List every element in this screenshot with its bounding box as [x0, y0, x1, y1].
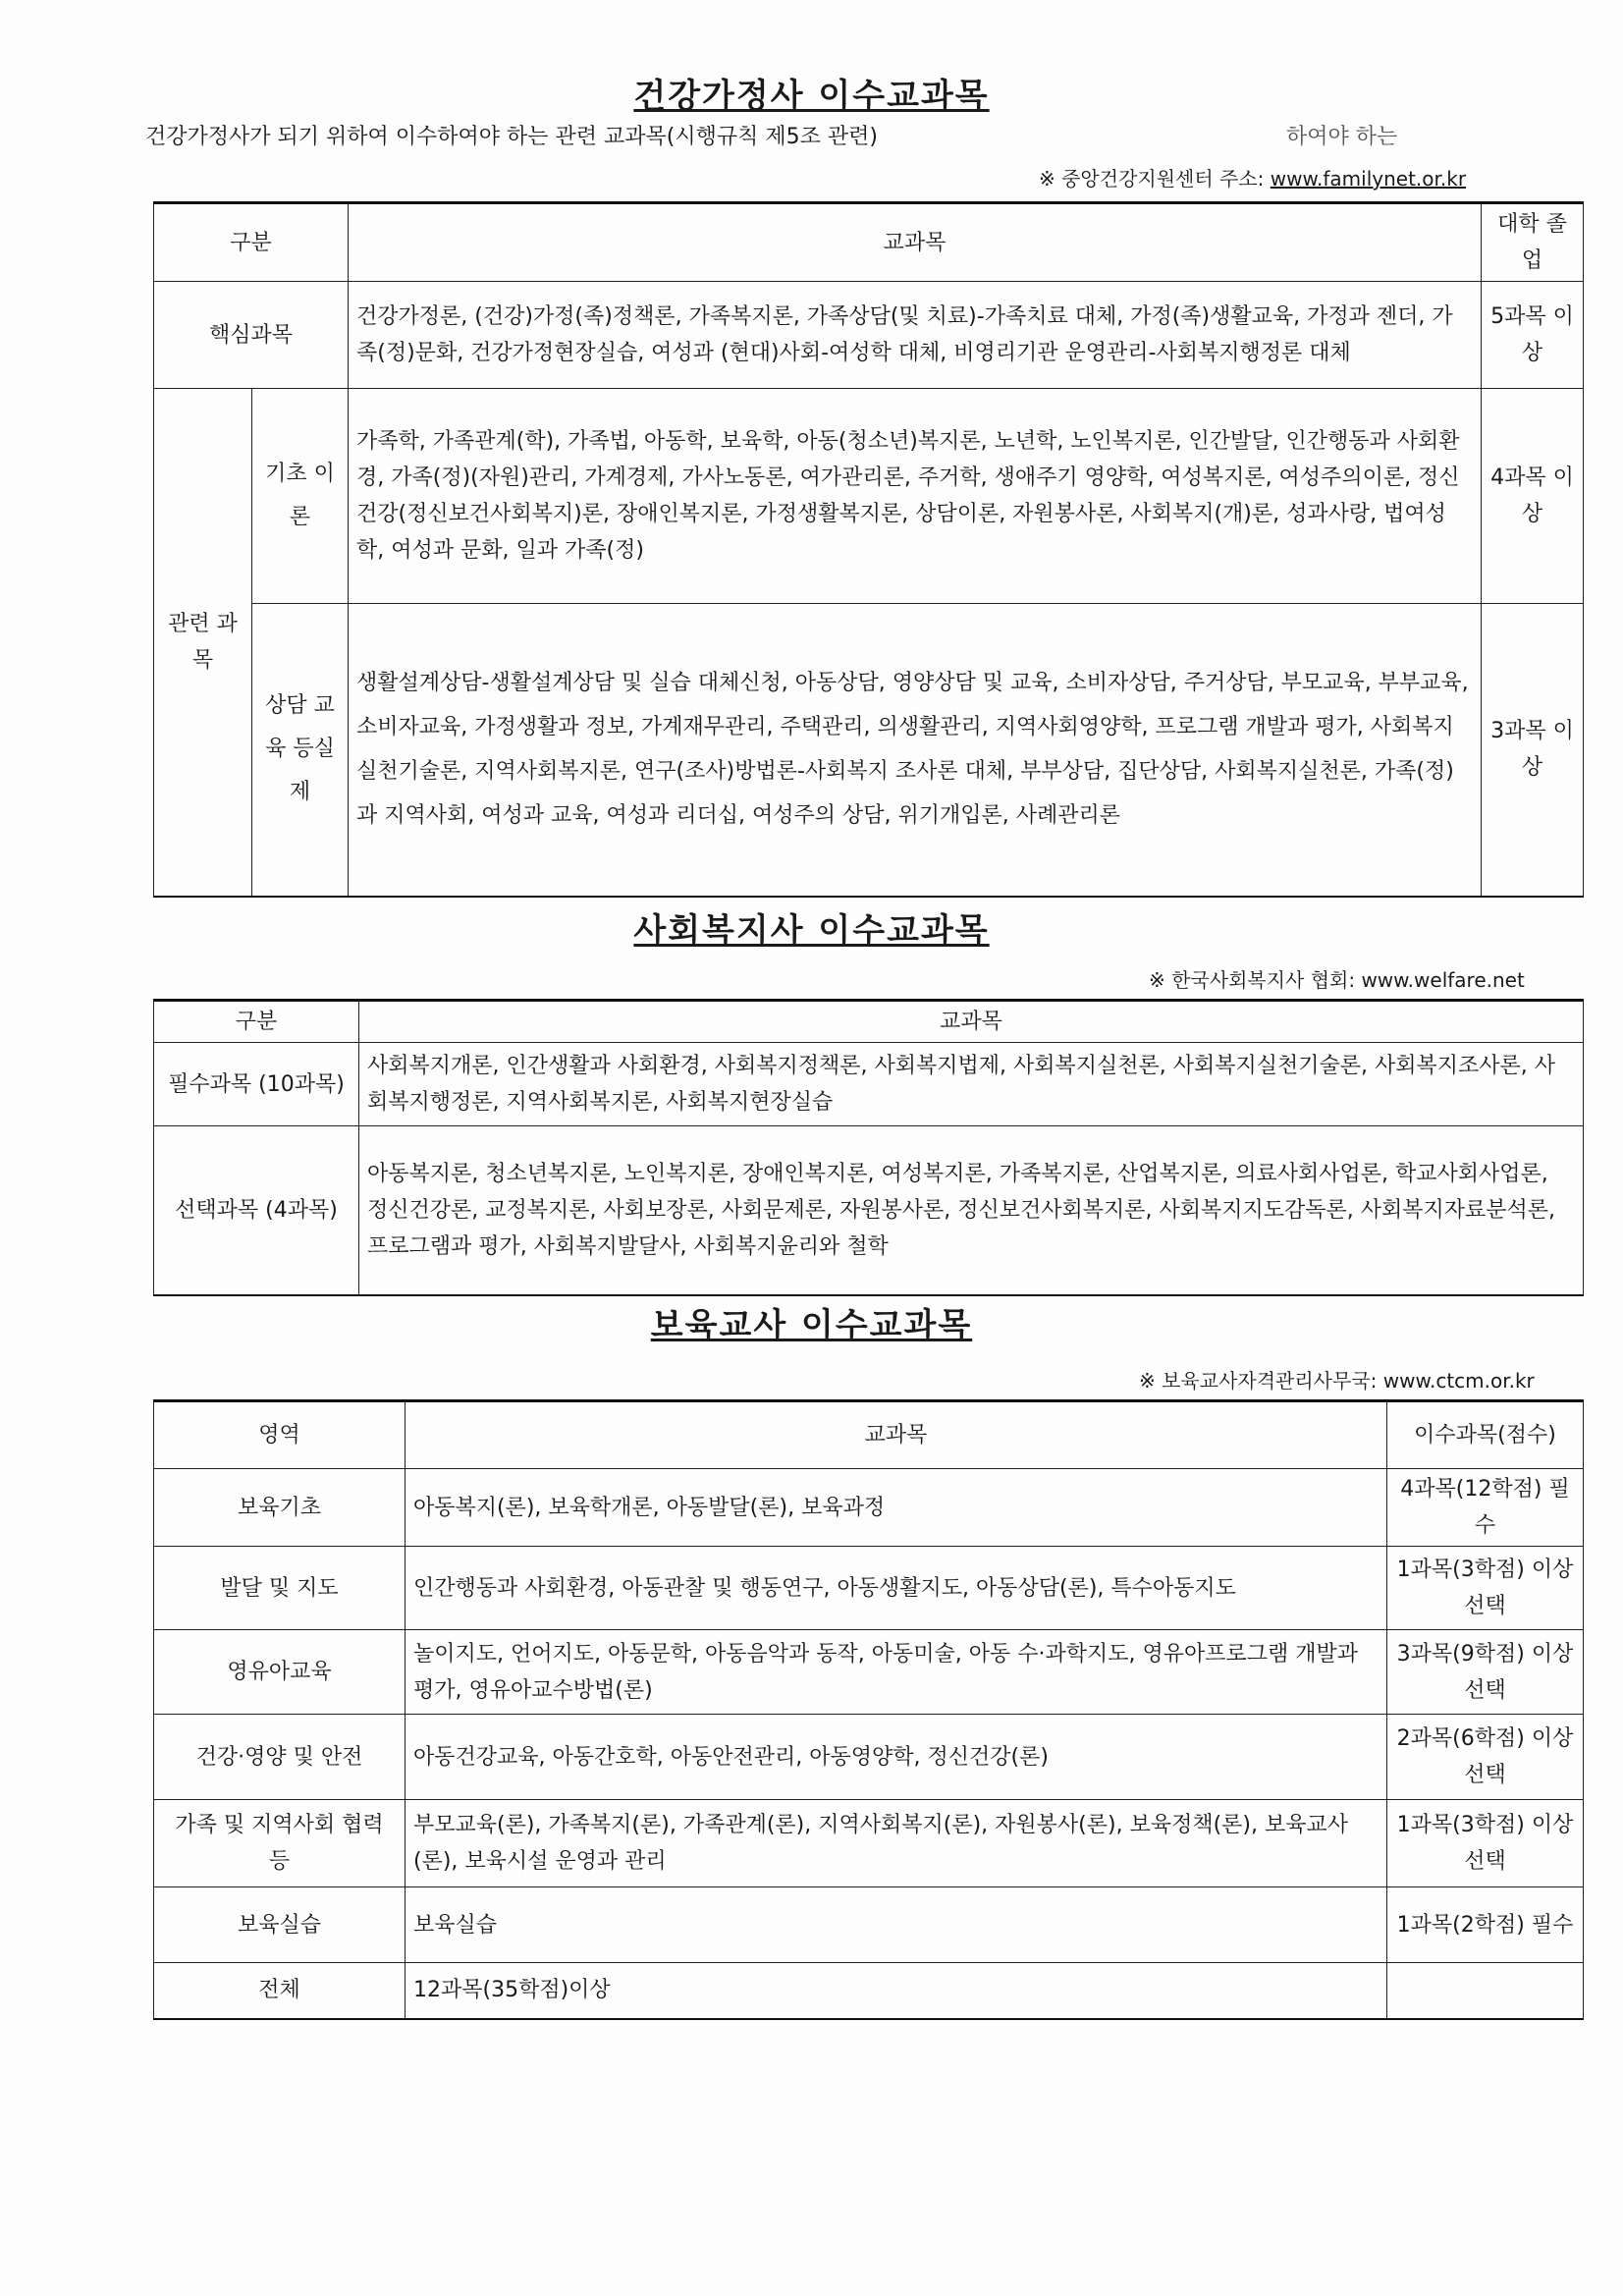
table-row	[154, 1547, 1584, 1630]
section2-source: ※ 한국사회복지사 협회: www.welfare.net	[1149, 968, 1525, 992]
source-url[interactable]: www.familynet.or.kr	[1270, 167, 1467, 191]
row-label: 필수과목 (10과목)	[154, 1043, 359, 1126]
section1-intro: 건강가정사가 되기 위하여 이수하여야 하는 관련 교과목(시행규칙 제5조 관련)	[145, 125, 878, 149]
row-courses: 가족학, 가족관계(학), 가족법, 아동학, 보육학, 아동(청소년)복지론, 노년학, 노인복지론, 인간발달, 인간행동과 사회환경, 가족(정)(자원)관리, 가계경제, 가사노동론, 여가관리론, 주거학, 생애주기 영양학, 여성복지론, 여성주의이론, 정신건강(정신보건사회복지)론, 장애인복지론, 가정생활복지론, 상담이론, 자원봉사론, 사회복지(개)론, 성과사랑, 법여성학, 여성과 문화, 일과 가족(정)	[349, 389, 1482, 604]
row-requirement: 3과목(9학점) 이상 선택	[1387, 1630, 1584, 1715]
row-area: 건강·영양 및 안전	[154, 1715, 406, 1800]
row-requirement: 3과목 이상	[1482, 604, 1584, 897]
table-row	[154, 1800, 1584, 1887]
row-courses: 사회복지개론, 인간생활과 사회환경, 사회복지정책론, 사회복지법제, 사회복지실천론, 사회복지실천기술론, 사회복지조사론, 사회복지행정론, 지역사회복지론, 사회복지현장실습	[359, 1043, 1584, 1126]
source-label: ※ 중앙건강지원센터 주소:	[1039, 167, 1265, 191]
table-row	[154, 1043, 1584, 1126]
row-requirement: 1과목(3학점) 이상 선택	[1387, 1547, 1584, 1630]
related-label: 관련 과목	[154, 389, 252, 897]
header-requirement: 대학 졸업	[1482, 203, 1584, 282]
row-label: 기초 이론	[252, 389, 349, 604]
header-category: 구분	[154, 203, 349, 282]
childcare-teacher-table	[153, 1399, 1584, 2020]
section3-title: 보육교사 이수교과목	[650, 1306, 973, 1345]
section2-title: 사회복지사 이수교과목	[633, 911, 990, 951]
row-area: 전체	[154, 1963, 406, 2019]
header-area: 영역	[154, 1401, 406, 1469]
row-courses: 아동건강교육, 아동간호학, 아동안전관리, 아동영양학, 정신건강(론)	[406, 1715, 1387, 1800]
header-courses: 교과목	[406, 1401, 1387, 1469]
row-label: 선택과목 (4과목)	[154, 1126, 359, 1295]
row-courses: 생활설계상담-생활설계상담 및 실습 대체신청, 아동상담, 영양상담 및 교육, 소비자상담, 주거상담, 부모교육, 부부교육, 소비자교육, 가정생활과 정보, 가계재무관리, 주택관리, 의생활관리, 지역사회영양학, 프로그램 개발과 평가, 사회복지실천기술론, 지역사회복지론, 연구(조사)방법론-사회복지 조사론 대체, 부부상담, 집단상담, 사회복지실천론, 가족(정)과 지역사회, 여성과 교육, 여성과 리더십, 여성주의 상담, 위기개입론, 사례관리론	[349, 604, 1482, 897]
row-courses: 12과목(35학점)이상	[406, 1963, 1387, 2019]
row-courses: 건강가정론, (건강)가정(족)정책론, 가족복지론, 가족상담(및 치료)-가족치료 대체, 가정(족)생활교육, 가정과 젠더, 가족(정)문화, 건강가정현장실습, 여성과 (현대)사회-여성학 대체, 비영리기관 운영관리-사회복지행정론 대체	[349, 282, 1482, 389]
row-area: 보육실습	[154, 1887, 406, 1963]
row-label: 핵심과목	[154, 282, 349, 389]
health-family-table	[153, 201, 1584, 898]
table-row	[154, 1126, 1584, 1295]
row-courses: 아동복지(론), 보육학개론, 아동발달(론), 보육과정	[406, 1469, 1387, 1547]
row-requirement: 4과목(12학점) 필수	[1387, 1469, 1584, 1547]
table-row	[154, 1630, 1584, 1715]
section1-intro-fragment: 하여야 하는	[1286, 125, 1398, 149]
table-row	[154, 1963, 1584, 2019]
row-courses: 부모교육(론), 가족복지(론), 가족관계(론), 지역사회복지(론), 자원봉사(론), 보육정책(론), 보육교사(론), 보육시설 운영과 관리	[406, 1800, 1387, 1887]
section1-source	[1039, 163, 1466, 191]
row-requirement: 2과목(6학점) 이상 선택	[1387, 1715, 1584, 1800]
row-area: 영유아교육	[154, 1630, 406, 1715]
row-area: 가족 및 지역사회 협력 등	[154, 1800, 406, 1887]
table-row	[154, 1469, 1584, 1547]
row-courses: 놀이지도, 언어지도, 아동문학, 아동음악과 동작, 아동미술, 아동 수·과학지도, 영유아프로그램 개발과 평가, 영유아교수방법(론)	[406, 1630, 1387, 1715]
row-courses: 인간행동과 사회환경, 아동관찰 및 행동연구, 아동생활지도, 아동상담(론), 특수아동지도	[406, 1547, 1387, 1630]
row-courses: 아동복지론, 청소년복지론, 노인복지론, 장애인복지론, 여성복지론, 가족복지론, 산업복지론, 의료사회사업론, 학교사회사업론, 정신건강론, 교정복지론, 사회보장론, 사회문제론, 자원봉사론, 정신보건사회복지론, 사회복지지도감독론, 사회복지자료분석론, 프로그램과 평가, 사회복지발달사, 사회복지윤리와 철학	[359, 1126, 1584, 1295]
table-row	[154, 604, 1584, 897]
table-row	[154, 1715, 1584, 1800]
social-welfare-table	[153, 999, 1584, 1296]
table-row	[154, 389, 1584, 604]
table-row	[154, 282, 1584, 389]
section1-title: 건강가정사 이수교과목	[633, 77, 990, 116]
table-row	[154, 1887, 1584, 1963]
header-category: 구분	[154, 1001, 359, 1043]
header-requirement: 이수과목(점수)	[1387, 1401, 1584, 1469]
row-requirement: 1과목(2학점) 필수	[1387, 1887, 1584, 1963]
header-courses: 교과목	[349, 203, 1482, 282]
row-requirement: 1과목(3학점) 이상 선택	[1387, 1800, 1584, 1887]
row-area: 보육기초	[154, 1469, 406, 1547]
row-requirement: 5과목 이상	[1482, 282, 1584, 389]
row-label: 상담 교육 등실 제	[252, 604, 349, 897]
row-requirement	[1387, 1963, 1584, 2019]
header-courses: 교과목	[359, 1001, 1584, 1043]
section3-source: ※ 보육교사자격관리사무국: www.ctcm.or.kr	[1139, 1369, 1535, 1393]
row-requirement: 4과목 이상	[1482, 389, 1584, 604]
row-courses: 보육실습	[406, 1887, 1387, 1963]
row-area: 발달 및 지도	[154, 1547, 406, 1630]
